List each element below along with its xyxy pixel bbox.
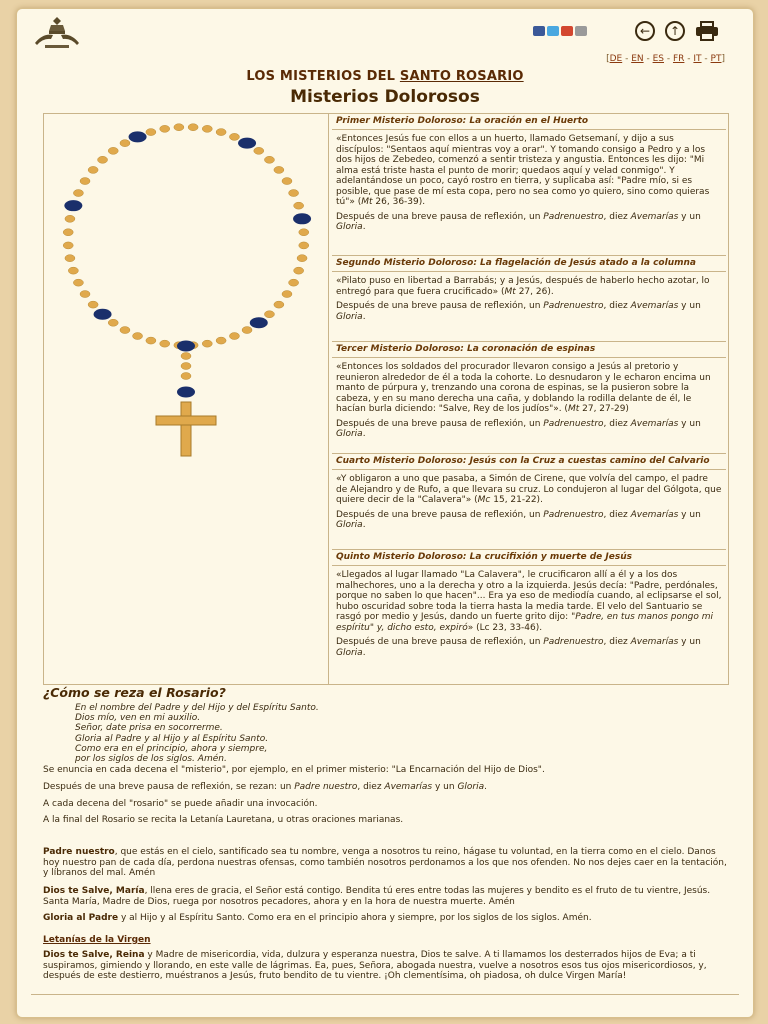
prayer-title: Gloria al Padre	[43, 913, 119, 923]
rosary-bead	[133, 333, 143, 340]
language-separator: -	[643, 54, 653, 64]
after-text: , diez	[603, 418, 631, 429]
howto-text: y un	[432, 782, 458, 792]
rosary-image	[44, 114, 328, 684]
page-title: Misterios Dolorosos	[290, 87, 480, 107]
letanias-link[interactable]: Letanías de la Virgen	[43, 935, 151, 945]
rosary-bead	[264, 311, 274, 318]
language-separator: -	[684, 54, 694, 64]
language-bracket-close: ]	[721, 54, 725, 64]
rosary-bead	[229, 333, 239, 340]
rosary-bead	[160, 125, 170, 132]
rosary-bead	[108, 319, 118, 326]
page-container	[16, 8, 754, 1018]
rosary-bead-blue	[238, 138, 256, 149]
mystery-text	[336, 134, 722, 208]
mystery-3	[332, 342, 726, 454]
language-separator: -	[622, 54, 632, 64]
arrow-left-icon[interactable]: ←	[635, 21, 655, 41]
rosary-bead-blue	[177, 387, 195, 398]
rosary-bead	[216, 337, 226, 344]
google-plus-icon[interactable]	[561, 26, 573, 36]
mystery-text	[336, 276, 722, 297]
over-title-prefix: LOS MISTERIOS DEL	[246, 69, 400, 84]
rosary-bead	[282, 291, 292, 298]
arrow-up-icon[interactable]: ↑	[665, 21, 685, 41]
rosary-bead	[63, 229, 73, 236]
after-text: y un	[678, 301, 701, 311]
after-ave: Avemarías	[630, 637, 679, 647]
after-text: y un	[678, 509, 701, 520]
mystery-text	[336, 570, 722, 633]
rosary-bead	[274, 166, 284, 173]
howto-text: Después de una breve pausa de reflexión, se rezan: un	[43, 782, 295, 792]
letanias-link-row	[43, 935, 727, 946]
mystery-after	[336, 637, 722, 658]
padre-nuestro-prayer	[43, 847, 727, 879]
mystery-heading: Primer Misterio Doloroso: La oración en el Huerto	[332, 116, 726, 130]
mystery-ref-verse: 27, 26).	[515, 286, 554, 297]
share-icons	[533, 26, 587, 36]
printer-icon[interactable]	[695, 21, 719, 41]
rosary-bead	[274, 301, 284, 308]
rosary-bead	[88, 166, 98, 173]
rosary-bead	[299, 242, 309, 249]
howto-ave: Avemarías	[384, 782, 433, 792]
rosary-bead	[65, 255, 75, 262]
howto-paragraph-1: Se enuncia en cada decena el "misterio", por ejemplo, en el primer misterio: "La Encarnación del Hijo de Dios".	[43, 765, 545, 775]
after-ave: Avemarías	[630, 509, 679, 520]
mystery-ref-book: Mt	[361, 197, 373, 207]
howto-padre: Padre nuestro	[294, 782, 358, 792]
after-text: .	[362, 429, 366, 439]
rosary-bead	[120, 140, 130, 147]
rosary-bead	[229, 133, 239, 140]
mystery-after	[336, 212, 722, 233]
mystery-ref-italic: "Padre, en tus manos pongo mi espíritu" y, dicho esto, expiró	[336, 612, 714, 633]
mystery-5	[332, 550, 726, 682]
cross-vertical	[181, 402, 191, 456]
language-link-fr[interactable]: FR	[672, 54, 685, 64]
language-link-es[interactable]: ES	[652, 54, 664, 64]
prayer-text: y Madre de misericordia, vida, dulzura y esperanza nuestra, Dios te salve. A ti llamamos los desterrados hijos de Eva; a ti suspiramos, gimiendo y llorando, en este valle de lágrimas. Ea, pues, Señora, abogada nuestra, vuelve a nosotros esos tus ojos misericordiosos, y, después de este destierro, muéstranos a Jesús, fruto bendito de tu vientre. ¡Oh clementísima, oh piadosa, oh dulce Virgen María!	[43, 950, 707, 981]
rosary-bead	[98, 156, 108, 163]
mystery-after	[336, 510, 722, 531]
rosary-bead	[146, 337, 156, 344]
nav-icons	[635, 21, 719, 41]
after-text: y un	[678, 418, 701, 429]
rosary-bead	[299, 229, 309, 236]
rosary-bead	[88, 301, 98, 308]
rosary-bead	[297, 255, 307, 262]
prayer-text: , llena eres de gracia, el Señor está contigo. Bendita tú eres entre todas las mujeres y bendito es el fruto de tu vientre, Jesús. Santa María, Madre de Dios, ruega por nosotros pecadores, ahora y en la hora de nuestra muerte. Amén	[43, 886, 711, 907]
mystery-text	[336, 474, 722, 506]
prayer-text: y al Hijo y al Espíritu Santo. Como era en el principio ahora y siempre, por los siglos de los siglos. Amén.	[118, 913, 592, 923]
opening-line: Dios mío, ven en mi auxilio.	[75, 713, 201, 724]
mystery-ref-book: Mt	[504, 286, 516, 297]
rosary-bead	[80, 291, 90, 298]
after-gloria: Gloria	[336, 222, 363, 232]
rosary-bead	[108, 147, 118, 154]
prayer-title: Dios te Salve, María	[43, 886, 145, 896]
after-text: Después de una breve pausa de reflexión, un	[336, 637, 544, 647]
mystery-heading: Cuarto Misterio Doloroso: Jesús con la Cruz a cuestas camino del Calvario	[332, 456, 726, 470]
language-link-pt[interactable]: PT	[710, 54, 722, 64]
mystery-text	[336, 362, 722, 415]
rosary-bead	[73, 190, 83, 197]
mystery-quote: «Llegados al lugar llamado "La Calavera", le crucificaron allí a él y a los dos malhechores, uno a la derecha y otro a la izquierda. Jesús decía: "Padre, perdónales, porque no saben lo que hacen"... Era ya eso de mediodía cuando, al eclipsarse el sol, hubo oscuridad sobre toda la tierra hasta la media tarde. El velo del Santuario se rasgó por medio y Jesús, dando un fuerte grito dijo:	[336, 570, 722, 622]
bottom-divider	[31, 994, 739, 995]
holy-see-emblem-icon[interactable]	[31, 15, 83, 49]
after-padre: Padrenuestro	[543, 211, 604, 222]
rosary-image-cell	[44, 114, 329, 684]
opening-line: En el nombre del Padre y del Hijo y del Espíritu Santo.	[75, 703, 319, 713]
howto-text: .	[484, 782, 488, 792]
opening-line: Como era en el principio, ahora y siempre,	[75, 743, 268, 754]
rosary-bead	[73, 279, 83, 286]
howto-paragraph-2	[43, 782, 727, 793]
language-link-en[interactable]: EN	[631, 54, 644, 64]
rosary-bead	[174, 124, 184, 131]
mysteries-column	[332, 114, 726, 682]
after-gloria: Gloria	[336, 520, 363, 530]
language-separator: -	[664, 54, 673, 64]
gloria-prayer	[43, 913, 727, 924]
rosary-bead	[294, 267, 304, 274]
mystery-2	[332, 256, 726, 342]
opening-prayers	[75, 703, 635, 764]
rosary-bead-blue	[293, 213, 311, 224]
after-text: .	[362, 647, 366, 658]
prayer-title: Padre nuestro	[43, 847, 115, 857]
mystery-1	[332, 114, 726, 256]
rosary-bead	[146, 129, 156, 136]
mysteries-table	[43, 113, 729, 685]
after-gloria: Gloria	[336, 429, 363, 439]
after-ave: Avemarías	[630, 211, 679, 222]
after-padre: Padrenuestro	[543, 418, 604, 429]
after-ave: Avemarías	[630, 301, 679, 311]
rosary-bead	[282, 178, 292, 185]
after-text: Después de una breve pausa de reflexión, un	[336, 211, 544, 222]
after-gloria: Gloria	[336, 647, 363, 658]
rosary-bead	[181, 363, 191, 370]
language-bracket-open: [	[606, 54, 610, 64]
language-link-de[interactable]: DE	[609, 54, 623, 64]
rosary-bead	[188, 124, 198, 131]
mystery-after	[336, 301, 722, 322]
mystery-quote: «Y obligaron a uno que pasaba, a Simón de Cirene, que volvía del campo, el padre de Alejandro y de Rufo, a que llevara su cruz. Lo condujeron al lugar del Gólgota, que quiere decir de la "Calavera"» (	[336, 474, 722, 505]
mystery-4	[332, 454, 726, 550]
mystery-ref-verse: 27, 27-29)	[579, 404, 629, 414]
rosary-bead	[242, 327, 252, 334]
rosary-bead	[216, 129, 226, 136]
after-text: Después de una breve pausa de reflexión, un	[336, 418, 544, 429]
rosary-bead	[289, 279, 299, 286]
rosary-bead	[254, 147, 264, 154]
after-padre: Padrenuestro	[543, 509, 604, 520]
language-separator: -	[701, 54, 711, 64]
over-title	[17, 69, 753, 84]
rosary-bead	[120, 327, 130, 334]
mystery-ref-book: Mc	[477, 495, 491, 505]
language-selector	[606, 54, 725, 64]
after-text: , diez	[603, 301, 631, 311]
howto-text: , diez	[357, 782, 385, 792]
rosary-bead	[181, 373, 191, 380]
mystery-ref-book: Mt	[567, 404, 580, 414]
after-text: .	[362, 311, 366, 322]
mystery-ref-verse: 26, 36-39).	[372, 197, 426, 207]
language-link-it[interactable]: IT	[693, 54, 702, 64]
mystery-quote: «Pilato puso en libertad a Barrabás; y a Jesús, después de haberlo hecho azotar, lo entregó para que fuera crucificado» (	[336, 276, 710, 297]
after-text: Después de una breve pausa de reflexión, un	[336, 509, 544, 520]
twitter-icon[interactable]	[547, 26, 559, 36]
rosary-bead	[68, 267, 78, 274]
mystery-quote: «Entonces Jesús fue con ellos a un huerto, llamado Getsemaní, y dijo a sus discípulos: "Sentaos aquí mientras voy a orar". Y tomando consigo a Pedro y a los dos hijos de Zebedeo, comenzó a sentir tristeza y angustia. Entonces les dijo: "Mi alma está triste hasta el punto de morir; quedaos aquí y velad conmigo". Y adelantándose un poco, cayó rostro en tierra, y suplicaba así: "Padre mío, si es posible, que pase de mí esta copa, pero no sea como yo quiero, sino como quieras tú"» (	[336, 134, 710, 207]
mystery-heading: Segundo Misterio Doloroso: La flagelación de Jesús atado a la columna	[332, 258, 726, 272]
mystery-quote: «Entonces los soldados del procurador llevaron consigo a Jesús al pretorio y reunieron alrededor de él a toda la cohorte. Lo desnudaron y le echaron encima un manto de púrpura y, trenzando una corona de espinas, se la pusieron sobre la cabeza, y en su mano derecha una caña, y doblando la rodilla delante de él, le hacían burla diciendo: "Salve, Rey de los judíos"». (	[336, 362, 711, 414]
salve-regina-prayer	[43, 950, 727, 982]
rosary-bead-blue	[94, 309, 112, 320]
rosary-bead	[289, 190, 299, 197]
prayer-title: Dios te Salve, Reina	[43, 950, 145, 960]
rosary-bead-blue	[64, 200, 82, 211]
top-bar	[17, 9, 753, 49]
howto-paragraph-4: A la final del Rosario se recita la Letanía Lauretana, u otras oraciones marianas.	[43, 815, 404, 825]
mystery-heading: Tercer Misterio Doloroso: La coronación de espinas	[332, 344, 726, 358]
rosary-bead	[202, 340, 212, 347]
after-text: .	[362, 222, 366, 232]
email-icon[interactable]	[575, 26, 587, 36]
prayer-text: , que estás en el cielo, santificado sea tu nombre, venga a nosotros tu reino, hágase tu voluntad, en la tierra como en el cielo. Danos hoy nuestro pan de cada día, perdona nuestras ofensas, como también nosotros perdonamos a los que nos ofenden. No nos dejes caer en la tentación, y líbranos del mal. Amén	[43, 847, 727, 878]
opening-line: Gloria al Padre y al Hijo y al Espíritu Santo.	[75, 733, 269, 744]
after-gloria: Gloria	[336, 311, 363, 322]
mystery-heading: Quinto Misterio Doloroso: La crucifixión y muerte de Jesús	[332, 552, 726, 566]
facebook-icon[interactable]	[533, 26, 545, 36]
after-padre: Padrenuestro	[543, 637, 604, 647]
after-ave: Avemarías	[630, 418, 679, 429]
howto-paragraph-3: A cada decena del "rosario" se puede añadir una invocación.	[43, 799, 318, 809]
opening-line: Señor, date prisa en socorrerme.	[75, 723, 223, 734]
howto-heading: ¿Cómo se reza el Rosario?	[43, 685, 226, 700]
rosary-bead	[160, 340, 170, 347]
rosary-bead	[294, 202, 304, 209]
rosary-bead	[264, 156, 274, 163]
howto-gloria: Gloria	[457, 782, 485, 792]
ave-maria-prayer	[43, 886, 727, 907]
rosary-bead-blue	[129, 131, 147, 142]
after-padre: Padrenuestro	[543, 301, 604, 311]
after-text: Después de una breve pausa de reflexión, un	[336, 301, 544, 311]
after-text: , diez	[603, 509, 631, 520]
cross-horizontal	[156, 416, 216, 425]
mystery-after	[336, 419, 722, 440]
after-text: .	[362, 520, 366, 530]
rosary-bead-blue	[250, 317, 268, 328]
after-text: , diez	[603, 637, 631, 647]
after-text: , diez	[603, 211, 631, 222]
rosary-bead	[181, 353, 191, 360]
after-text: y un	[678, 637, 701, 647]
mystery-ref-verse: 15, 21-22).	[490, 495, 543, 505]
mystery-ref-verse: » (Lc 23, 33-46).	[467, 622, 543, 633]
rosary-bead	[63, 242, 73, 249]
rosary-bead	[65, 215, 75, 222]
rosary-bead	[80, 178, 90, 185]
rosary-bead	[202, 125, 212, 132]
rosary-bead-blue	[177, 341, 195, 352]
santo-rosario-link[interactable]: SANTO ROSARIO	[399, 69, 524, 84]
after-text: y un	[678, 211, 701, 222]
opening-line: por los siglos de los siglos. Amén.	[75, 754, 227, 765]
